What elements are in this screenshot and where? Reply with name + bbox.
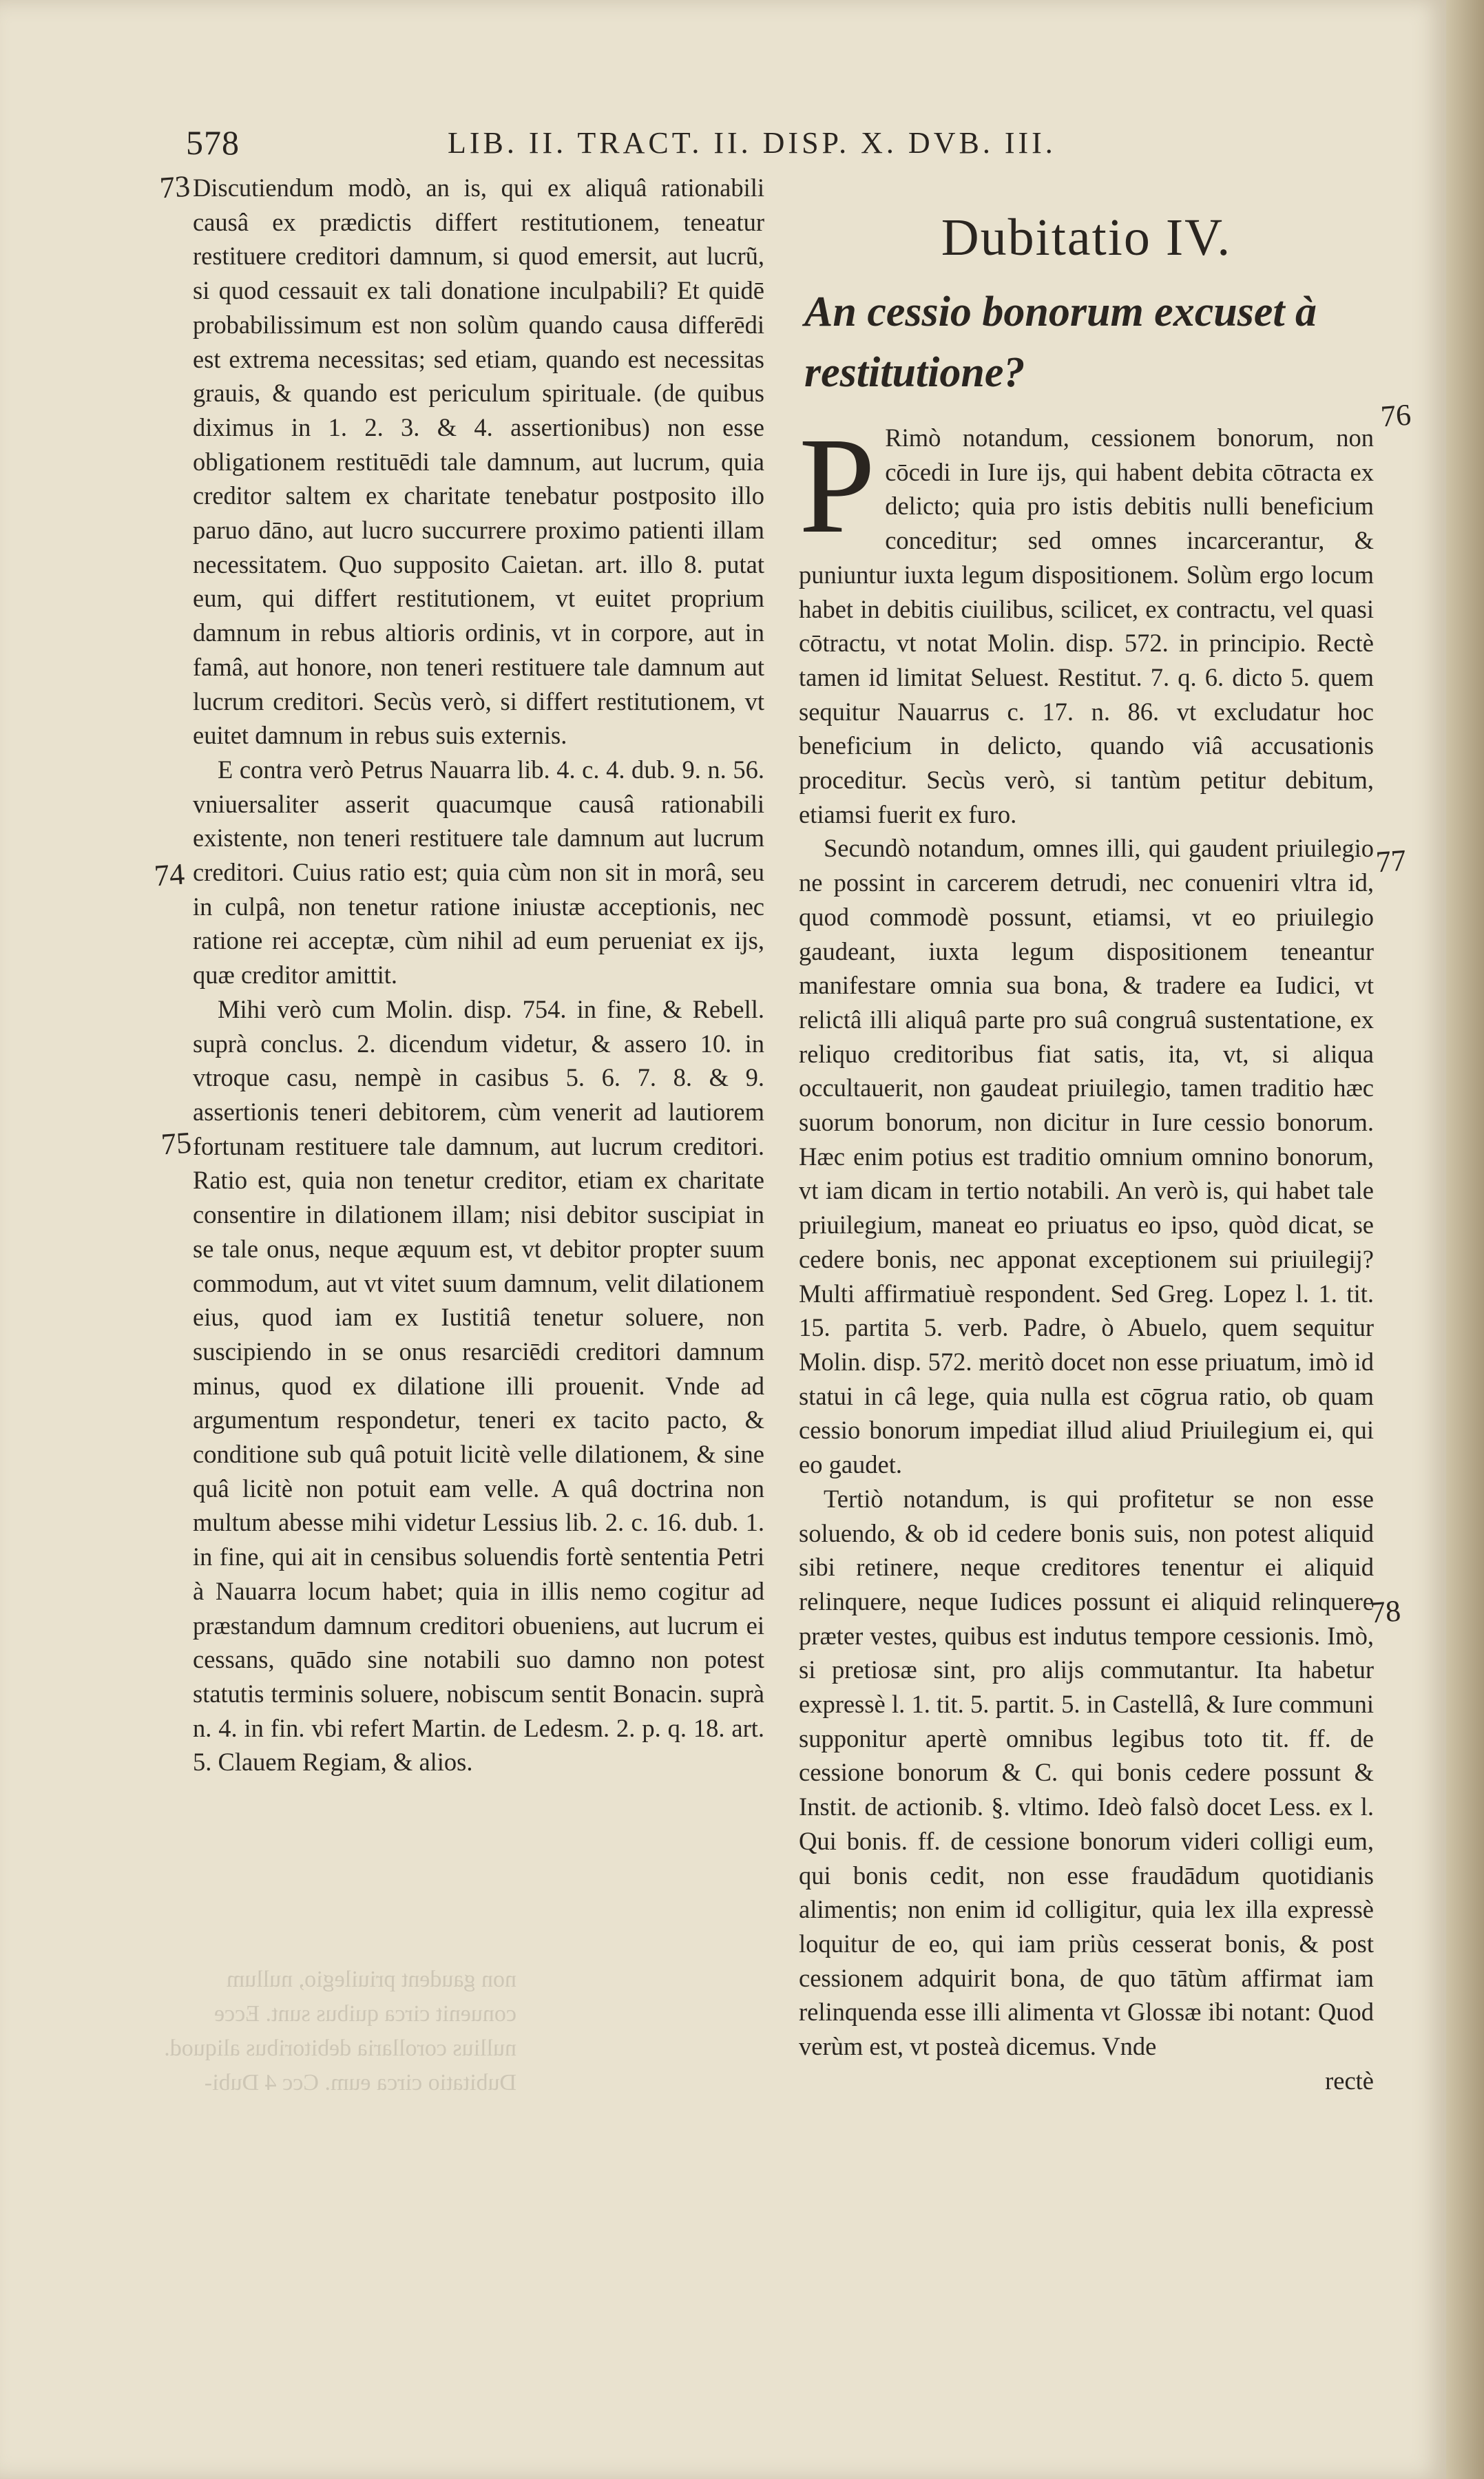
paragraph-76 xyxy=(799,410,1374,831)
page-number: 578 xyxy=(186,123,240,162)
margin-number-76: 76 xyxy=(1379,397,1412,434)
margin-number-73: 73 xyxy=(158,169,191,205)
margin-number-75: 75 xyxy=(160,1125,193,1162)
section-title: Dubitatio IV. xyxy=(941,209,1232,266)
question-heading: An cessio bonorum excuset à restitutione? xyxy=(804,289,1317,396)
paragraph-77: Secundò notandum, omnes illi, qui gaudent priuilegio ne possint in carcerem detrudi, nec conueniri vltra id, quod commodè possunt, etiamsi, vt eo priuilegio gaudeant, iuxta legum dispositionem teneantur manifestare omnia sua bona, & tradere ea Iudici, vt relictâ illi aliquâ parte pro suâ congruâ sustentatione, ex reliquo creditoribus fiat satis, ita, vt, si aliqua occultauerit, non gaudeat priuilegio, tamen traditio hæc suorum bonorum, non dicitur in Iure cessio bonorum. Hæc enim potius est traditio omnium omnino bonorum, vt iam dicam in tertio notabili. An verò is, qui habet tale priuilegium, maneat eo priuatus eo ipso, quòd dicat, se cedere bonis, nec apponat exceptionem sui priuilegij? Multi affirmatiuè respondent. Sed Greg. Lopez l. 1. tit. 15. partita 5. verb. Padre, ò Abuelo, quem sequitur Molin. disp. 572. meritò docet non esse priuatum, imò id statui in câ lege, quia nulla est cōgrua ratio, ob quam cessio bonorum impediat illud aliud Priuilegium ei, qui eo gaudet. xyxy=(799,834,1374,1479)
paragraph-73: Discutiendum modò, an is, qui ex aliquâ rationabili causâ ex prædictis differt restitutionem, teneatur restituere creditori damnum, si quod emersit, aut lucrũ, si quod cessauit ex tali donatione inculpabili? Et quidē probabilissimum est non solùm quando causa differēdi est extrema necessitas; sed etiam, quando est necessitas grauis, & quando est periculum spirituale. (de quibus diximus in 1. 2. 3. & 4. assertionibus) non esse obligationem restituēdi tale damnum, aut lucrum, quia creditor saltem ex charitate tenebatur postposito illo paruo dāno, aut lucro succurrere proximo patienti illam necessitatem. Quo supposito Caietan. art. illo 8. putat eum, qui differt restitutionem, vt euitet proprium damnum in rebus altioris ordinis, vt in corpore, aut in famâ, aut honore, non teneri restituere tale damnum aut lucrum creditori. Secùs verò, si differt restitutionem, vt euitet damnum in rebus suis externis. xyxy=(193,174,764,750)
paragraph-74: E contra verò Petrus Nauarra lib. 4. c. 4. dub. 9. n. 56. vniuersaliter asserit quacumque causâ rationabili existente, non teneri restituere tale damnum aut lucrum creditori. Cuius ratio est; quia cùm non sit in morâ, seu in culpâ, non tenetur ratione iniustæ acceptionis, nec ratione rei acceptæ, cùm nihil ad eum perueniat ex ijs, quæ creditor amittit. xyxy=(193,755,764,990)
margin-number-74: 74 xyxy=(153,857,186,893)
margin-number-77: 77 xyxy=(1375,843,1408,879)
catchword: rectè xyxy=(1325,2066,1374,2095)
page-edge-shadow xyxy=(1446,0,1484,2479)
paragraph-75: Mihi verò cum Molin. disp. 754. in fine, & Rebell. suprà conclus. 2. dicendum videtur, & assero 10. in vtroque casu, nempè in casibus 5. 6. 7. 8. & 9. assertionis teneri debitorem, cùm venerit ad lautiorem fortunam restituere tale damnum, aut lucrum creditori. Ratio est, quia non tenetur creditor, etiam ex charitate consentire in dilationem illam; nisi debitor suscipiat in se tale onus, neque æquum est, vt debitor propter suum commodum, aut vt vitet suum damnum, velit dilationem eius, quod iam ex Iustitiâ tenetur soluere, non suscipiendo in se onus resarciēdi creditori damnum minus, quod ex dilatione illi prouenit. Vnde ad argumentum respondetur, teneri ex tacito pacto, & conditione sub quâ potuit licitè velle dilationem, & sine quâ licitè non potuit eam velle. A quâ doctrina non multum abesse mihi videtur Lessius lib. 2. c. 16. dub. 1. in fine, qui ait in censibus soluendis fortè sententia Petri à Nauarra locum habet; quia in illis nemo cogitur ad præstandum damnum creditori obueniens, aut lucrum ei cessans, quādo sine notabili suo damno non potest statutis terminis soluere, nobiscum sentit Bonacin. suprà n. 4. in fin. vbi refert Martin. de Ledesm. 2. p. q. 18. art. 5. Clauem Regiam, & alios. xyxy=(193,994,764,1777)
paragraph-78: Tertiò notandum, is qui profitetur se non esse soluendo, & ob id cedere bonis suis, non potest aliquid sibi retinere, neque creditores tenentur ei aliquid relinquere, neque Iudices possunt ei aliquid relinquere præter vestes, quibus est indutus tempore cessionis. Imò, si pretiosæ sint, pro alijs commutantur. Ita habetur expressè l. 1. tit. 5. partit. 5. in Castellâ, & Iure communi supponitur apertè omnibus legibus toto tit. ff. de cessione bonorum & C. qui bonis cedere possunt & Instit. de actionib. §. vltimo. Ideò falsò docet Less. ex l. Qui bonis. ff. de cessione bonorum videri colligi eum, qui bonis cedit, non esse fraudādum quotidianis alimentis; non enim id colligitur, quia lex illa expressè loquitur de eo, qui iam priùs cesserat bonis, & post cessionem adquirit bona, de quo tātùm affirmat iam relinquenda esse illi alimenta vt Glossæ ibi notant: Quod verùm est, vt posteà dicemus. Vnde xyxy=(799,1484,1374,2061)
bleed-through-text: non gaudent priuilegio, nullum conuenit circa quibus sunt. Ecce nullius corollaria debitoribus aliquod. Dubitatio circa eum. Ccc 4 Dubi- xyxy=(164,1967,516,2095)
margin-number-78: 78 xyxy=(1369,1593,1402,1630)
left-column xyxy=(193,171,764,1779)
right-column xyxy=(799,203,1374,2098)
drop-cap: P xyxy=(799,410,876,562)
page-header xyxy=(186,123,1122,164)
running-head: LIB. II. TRACT. II. DISP. X. DVB. III. xyxy=(448,126,1056,160)
paragraph-76-text: Rimò notandum, cessionem bonorum, non cōcedi in Iure ijs, qui habent debita cōtracta ex delicto; quia pro istis debitis nulli beneficium conceditur; sed omnes incarcerantur, & puniuntur iuxta legum dispositionem. Solùm ergo locum habet in debitis ciuilibus, scilicet, ex contractu, vel quasi cōtractu, vt notat Molin. disp. 572. in principio. Rectè tamen id limitat Seluest. Restitut. 7. q. 6. dicto 5. quem sequitur Nauarrus c. 17. n. 86. vt excludatur hoc beneficium in delicto, quando viâ accusationis proceditur. Secùs verò, si tantùm petitur debitum, etiamsi fuerit ex furo. xyxy=(799,423,1374,828)
catchword-row xyxy=(799,2064,1374,2098)
